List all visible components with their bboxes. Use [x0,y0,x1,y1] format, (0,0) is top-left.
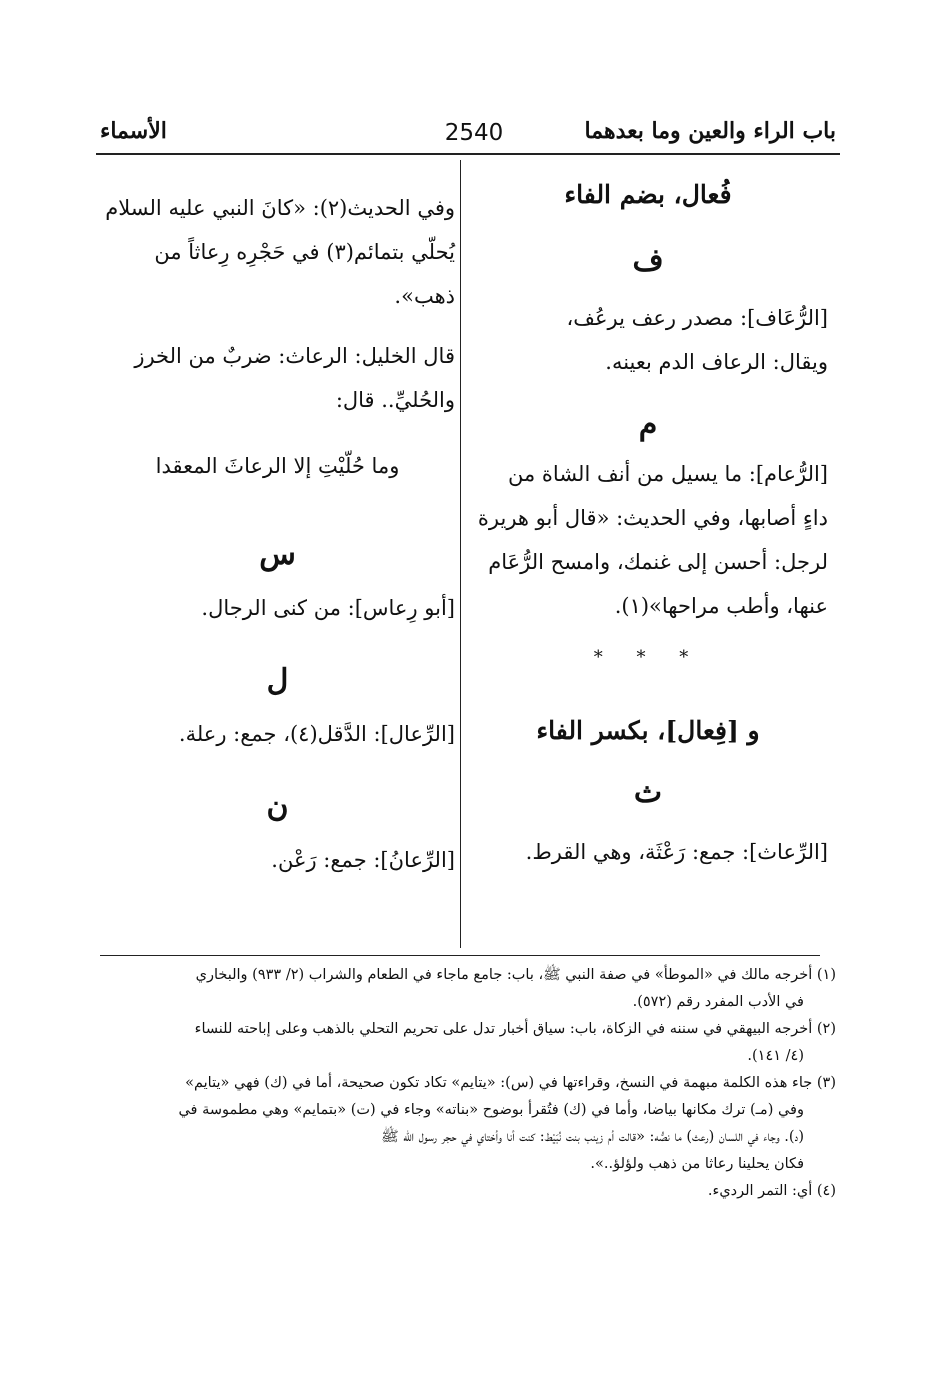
poetry-verse: وما حُلّيْتِ إلا الرعاثَ المعقدا [155,454,400,478]
entry-ruaf-line-1: [الرُّعَاف]: مصدر رعف يرعُف، [566,306,828,330]
letter-heading-nun: ن [266,789,289,824]
footnote-4 [101,1178,836,1205]
entry-abu-riaas: [أبو رِعاس]: من كنى الرجال. [201,596,455,620]
khalil-quote-line-1: قال الخليل: الرعاث: ضربٌ من الخرز [134,344,455,368]
footnote-3-line-4: فكان يحلينا رعاثا من ذهب ولؤلؤ..». [590,1156,804,1172]
footnote-1-line-2: في الأدب المفرد رقم (٥٧٢). [632,994,804,1010]
hadith-line-1: وفي الحديث(٢): «كانَ النبي عليه السلام [105,196,455,220]
letter-heading-tha: ث [633,775,663,810]
section-separator-stars: * * * [593,647,703,668]
hadith-line-2: يُحلّي بتمائم(٣) في حَجْرِه رِعاثاً من [154,240,455,264]
running-header-chapter: باب الراء والعين وما بعدهما [584,118,836,144]
letter-heading-sin: س [259,537,296,572]
footnote-rule [100,955,820,956]
letter-heading-lam: ل [266,663,289,698]
footnote-2 [101,1016,836,1070]
entry-riaal: [الرِّعال]: الدَّقل(٤)، جمع: رعلة. [178,722,455,746]
footnote-2-line-2: (٤/ ١٤١). [747,1048,804,1064]
section-heading-kasrah: و [فِعال]، بكسر الفاء [536,716,760,745]
footnote-1-line-1: (١) أخرجه مالك في «الموطأ» في صفة النبي ﷺ، باب: جامع ماجاء في الطعام والشراب (٢/ ٩٣٣) والبخاري [195,967,836,983]
section-heading-dammah: فُعال، بضم الفاء [564,180,732,209]
entry-riaan: [الرِّعانُ]: جمع: رَعْن. [271,848,455,872]
entry-riath: [الرِّعاث]: جمع: رَعْثَة، وهي القرط. [525,840,828,864]
footnote-3-line-1: (٣) جاء هذه الكلمة مبهمة في النسخ، وقراءتها في (س): «يتايم» تكاد تكون صحيحة، أما في (ك) فهي «يتايم» [185,1075,836,1091]
entry-ruaf-line-2: ويقال: الرعاف الدم بعينه. [605,350,828,374]
footnotes [101,962,836,1205]
left-column [100,160,455,882]
page-number: 2540 [444,120,504,146]
footnote-2-line-1: (٢) أخرجه البيهقي في سننه في الزكاة، باب: سياق أخبار تدل على تحريم التحلي بالذهب وعلى إباحته للنساء [194,1021,836,1037]
header-rule [96,153,840,155]
hadith-line-3: ذهب». [394,284,455,308]
footnote-3-line-2: وفي (مـ) ترك مكانها بياضا، وأما في (ك) فتُقرأ بوضوح «بناته» وجاء في (ت) «بتمايم» وهي مطموسة في [178,1102,804,1118]
right-column [468,160,828,874]
footnote-3-line-3: (د). وجاء في اللسان (رعث) ما نصُّه: «قالت أم زينب بنت نُبَيْط: كنت أنا وأختاي في حجر رسول الله ﷺ [381,1129,804,1145]
running-header-section: الأسماء [100,118,167,144]
footnote-4-line-1: (٤) أي: التمر الرديء. [707,1183,836,1199]
entry-ruam-line-1: [الرُّعام]: ما يسيل من أنف الشاة من [508,462,828,486]
entry-ruam-line-3: لرجل: أحسن إلى غنمك، وامسح الرُّعَام [488,550,828,574]
column-divider [460,160,461,948]
khalil-quote-line-2: والحُليِّ.. قال: [335,388,455,412]
footnote-3 [101,1070,836,1178]
footnote-1 [101,962,836,1016]
letter-heading-fa: ف [632,243,664,278]
letter-heading-mim: م [638,407,658,442]
entry-ruam-line-2: داءٍ أصابها، وفي الحديث: «قال أبو هريرة [477,506,828,530]
entry-ruam-line-4: عنها، وأطب مراحها»(١). [614,594,828,618]
